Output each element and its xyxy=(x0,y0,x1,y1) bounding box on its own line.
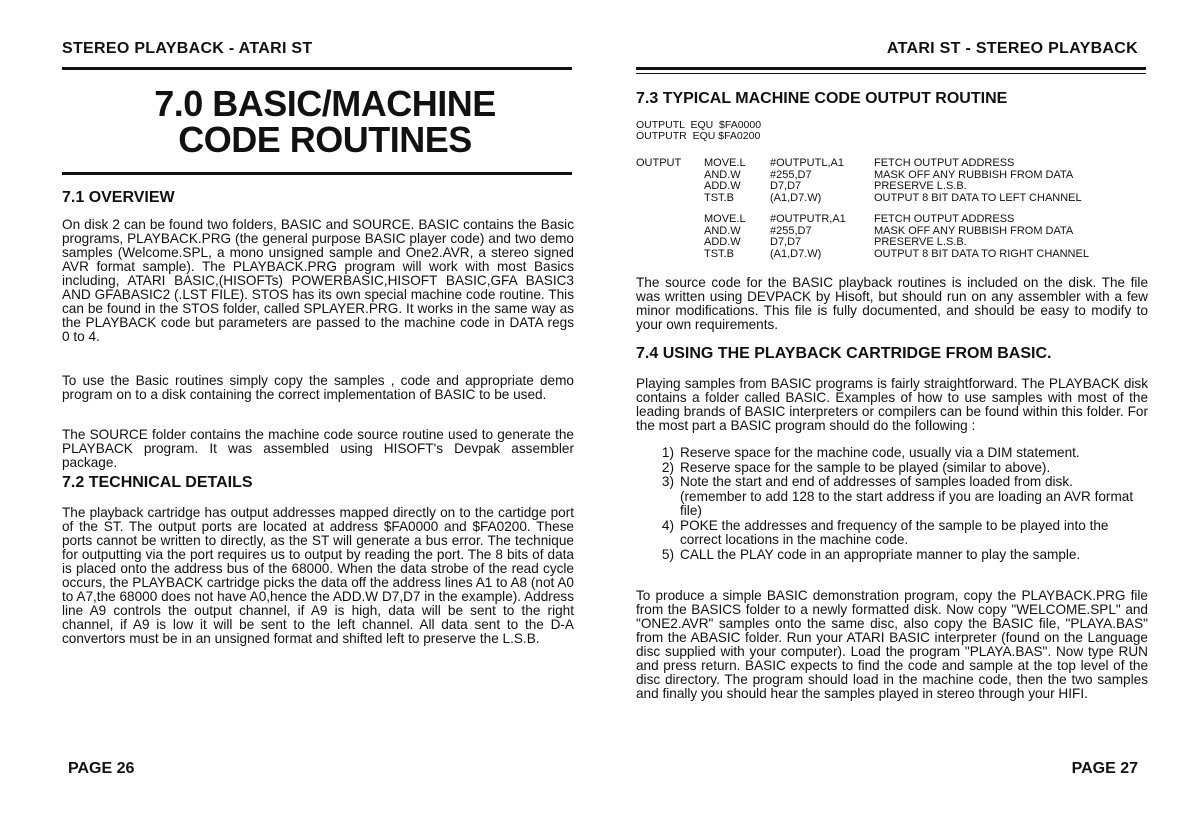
equates-block xyxy=(636,120,761,142)
code-operand: #OUTPUTR,A1 xyxy=(770,213,846,225)
step-text: Note the start and end of addresses of samples loaded from disk. (remember to add 128 to the start address if you are loading an AVR format file) xyxy=(680,474,1134,518)
running-header-left: STEREO PLAYBACK - ATARI ST xyxy=(62,40,313,57)
code-label: OUTPUT xyxy=(636,157,682,169)
page-number-right: PAGE 27 xyxy=(1071,760,1138,777)
section-7-2-paragraph-1: The playback cartridge has output addresses mapped directly on to the cartidge port of the ST. The output ports are located at address $FA0000 and $FA0200. These ports cannot be written to directly, as the ST will generate a bus error. The technique for outputting via the port requires us to output by reading the port. The 8 bits of data is placed onto the address bus of the 68000. When the data strobe of the read cycle occurs, the PLAYBACK cartridge picks the data off the address lines A1 to A8 (not A0 to A7,the 68000 does not have A0,hence the ADD.W D7,D7 in the example). Address line A9 controls the output channel, if A9 is high, data will be sent to the right channel, if A9 is low it will be sent to the left channel. All data sent to the D-A convertors must be in an unsigned format and shifted left to preserve the L.S.B. xyxy=(62,505,574,646)
code-opcode: TST.B xyxy=(704,191,734,204)
code-opcode: MOVE.L xyxy=(704,157,746,169)
code-line xyxy=(636,214,1134,226)
code-label xyxy=(636,237,704,249)
code-opcode: AND.W xyxy=(704,168,741,181)
section-7-1-heading: 7.1 OVERVIEW xyxy=(62,189,175,206)
code-label xyxy=(636,170,704,182)
page-number-left: PAGE 26 xyxy=(68,760,135,777)
code-comment: OUTPUT 8 BIT DATA TO RIGHT CHANNEL xyxy=(874,247,1089,260)
right-page xyxy=(600,0,1200,822)
step-text: CALL the PLAY code in an appropriate manner to play the sample. xyxy=(680,546,1081,562)
code-label xyxy=(636,226,704,238)
section-7-4-heading: 7.4 USING THE PLAYBACK CARTRIDGE FROM BASIC. xyxy=(636,345,1052,362)
equate-line: OUTPUTR EQU $FA0200 xyxy=(636,130,761,142)
header-rule-left xyxy=(62,67,572,70)
code-comment: FETCH OUTPUT ADDRESS xyxy=(874,157,1015,169)
section-7-1-paragraph-3: The SOURCE folder contains the machine code source routine used to generate the PLAYBACK program. It was assembled using HISOFT's Devpak assembler package. xyxy=(62,427,574,470)
chapter-title-line-1: 7.0 BASIC/MACHINE xyxy=(154,83,496,124)
code-operand: (A1,D7.W) xyxy=(770,191,822,204)
code-operand: #255,D7 xyxy=(770,224,812,237)
list-item xyxy=(640,475,1140,519)
code-opcode: MOVE.L xyxy=(704,213,746,225)
step-number: 3) xyxy=(661,474,674,489)
chapter-title xyxy=(145,83,505,160)
code-comment: FETCH OUTPUT ADDRESS xyxy=(874,213,1015,225)
code-operand: #OUTPUTL,A1 xyxy=(770,157,844,169)
section-7-3-heading: 7.3 TYPICAL MACHINE CODE OUTPUT ROUTINE xyxy=(636,90,1008,107)
header-rule-right-thin xyxy=(636,73,1146,74)
code-comment: MASK OFF ANY RUBBISH FROM DATA xyxy=(874,224,1074,237)
code-operand: #255,D7 xyxy=(770,168,812,181)
code-block-left-channel xyxy=(636,158,1134,204)
code-comment: OUTPUT 8 BIT DATA TO LEFT CHANNEL xyxy=(874,191,1082,204)
list-item xyxy=(640,548,1140,563)
code-label xyxy=(636,181,704,193)
chapter-title-line-2: CODE ROUTINES xyxy=(178,119,472,160)
code-operand: (A1,D7.W) xyxy=(770,247,822,260)
step-number: 2) xyxy=(661,459,674,475)
title-rule xyxy=(62,172,572,175)
code-operand: D7,D7 xyxy=(770,180,802,193)
step-number: 4) xyxy=(661,517,674,533)
equate-line: OUTPUTL EQU $FA0000 xyxy=(636,119,762,131)
step-text: Reserve space for the sample to be played (similar to above). xyxy=(680,459,1051,475)
code-line xyxy=(636,158,1134,170)
code-opcode: ADD.W xyxy=(704,236,741,249)
code-line xyxy=(636,193,1134,205)
section-7-1-paragraph-2: To use the Basic routines simply copy the samples , code and appropriate demo program on to a disk containing the correct implementation of BASIC to be used. xyxy=(62,373,574,402)
running-header-right: ATARI ST - STEREO PLAYBACK xyxy=(886,40,1138,57)
step-text: Reserve space for the machine code, usually via a DIM statement. xyxy=(680,445,1080,460)
section-7-2-heading: 7.2 TECHNICAL DETAILS xyxy=(62,474,253,491)
code-label xyxy=(636,193,704,205)
step-text: POKE the addresses and frequency of the sample to be played into the correct locations in the machine code. xyxy=(680,517,1109,547)
code-operand: D7,D7 xyxy=(770,236,802,249)
list-item xyxy=(640,519,1140,548)
section-7-3-paragraph: The source code for the BASIC playback routines is included on the disk. The file was written using DEVPACK by Hisoft, but should run on any assembler with a few minor modifications. This file is fully documented, and should be easy to modify to your own requirements. xyxy=(636,275,1148,332)
code-block-right-channel xyxy=(636,214,1134,260)
code-opcode: AND.W xyxy=(704,224,741,237)
list-item xyxy=(640,446,1140,461)
code-opcode: TST.B xyxy=(704,247,734,260)
section-7-4-paragraph-1: Playing samples from BASIC programs is fairly straightforward. The PLAYBACK disk contains a folder called BASIC. Examples of how to use samples with most of the leading brands of BASIC interpreters or compilers can be found within this folder. For the most part a BASIC program should do the following : xyxy=(636,376,1148,433)
code-label xyxy=(636,249,704,261)
code-comment: MASK OFF ANY RUBBISH FROM DATA xyxy=(874,168,1074,181)
code-opcode: ADD.W xyxy=(704,180,741,193)
code-comment: PRESERVE L.S.B. xyxy=(874,180,967,193)
code-label xyxy=(636,214,704,226)
header-rule-right xyxy=(636,67,1146,70)
list-item xyxy=(640,461,1140,476)
step-number: 5) xyxy=(661,546,674,562)
section-7-4-paragraph-2: To produce a simple BASIC demonstration program, copy the PLAYBACK.PRG file from the BASICS folder to a newly formatted disk. Now copy "WELCOME.SPL" and "ONE2.AVR" samples onto the same disc, also copy the BASIC file, "PLAYA.BAS" from the ABASIC folder. Run your ATARI BASIC interpreter (found on the Language disc supplied with your computer). Load the program "PLAYA.BAS". Now type RUN and press return. BASIC expects to find the code and sample at the top level of the disc directory. The program should load in the machine code, then the two samples and finally you should hear the samples played in stereo through your HIFI. xyxy=(636,588,1148,701)
section-7-1-paragraph-1: On disk 2 can be found two folders, BASIC and SOURCE. BASIC contains the Basic programs, PLAYBACK.PRG (the general purpose BASIC player code) and two demo samples (Welcome.SPL, a mono unsigned sample and One2.AVR, a stereo signed AVR format sample). The PLAYBACK.PRG program will work with most Basics including, ATARI BASIC,(HISOFTs) POWERBASIC,HISOFT BASIC,GFA BASIC3 AND GFABASIC2 (.LST FILE). STOS has its own special machine code routine. This can be found in the STOS folder, called SPLAYER.PRG. It works in the same way as the PLAYBACK code but parameters are passed to the machine code in DATA regs 0 to 4. xyxy=(62,217,574,344)
step-number: 1) xyxy=(661,445,674,460)
code-comment: PRESERVE L.S.B. xyxy=(874,236,967,249)
code-line xyxy=(636,249,1134,261)
basic-steps-list xyxy=(640,446,1140,562)
